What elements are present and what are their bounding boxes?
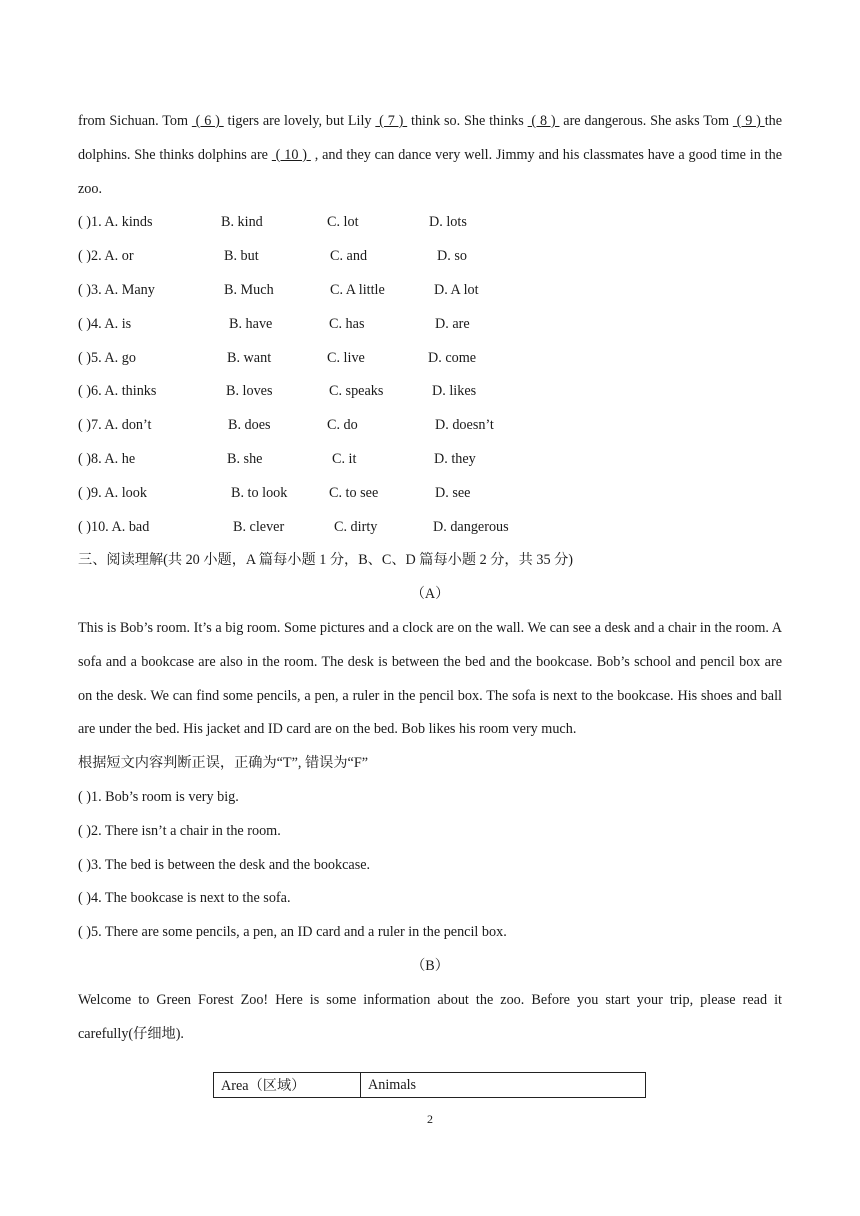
choice-option-a: ( )7. A. don’t <box>78 417 152 434</box>
choice-option-c: C. do <box>327 417 358 434</box>
choice-option-b: B. does <box>228 417 271 434</box>
choice-row <box>78 443 782 477</box>
blank-10: ( 10 ) <box>271 146 311 163</box>
statement-item: ( )4. The bookcase is next to the sofa. <box>78 890 291 907</box>
section-heading: 三、阅读理解(共 20 小题，A 篇每小题 1 分，B、C、D 篇每小题 2 分，共 35 分) <box>78 552 573 569</box>
statement-item: ( )2. There isn’t a chair in the room. <box>78 822 281 839</box>
choice-row <box>78 511 782 545</box>
choice-row <box>78 342 782 376</box>
choice-option-d: D. likes <box>432 383 477 400</box>
choice-option-a: ( )5. A. go <box>78 349 136 366</box>
passage-a-label: （A） <box>410 586 450 603</box>
choice-option-c: C. and <box>330 248 368 265</box>
choice-option-d: D. they <box>434 450 476 467</box>
choice-option-b: B. she <box>227 450 263 467</box>
passage-b-label: （B） <box>411 957 449 974</box>
choice-option-a: ( )9. A. look <box>78 484 147 501</box>
choice-option-c: C. live <box>327 349 365 366</box>
choice-row <box>78 240 782 274</box>
choice-option-d: D. A lot <box>434 281 479 298</box>
choice-option-d: D. dangerous <box>433 518 509 535</box>
cloze-text: think so. She thinks <box>407 113 528 129</box>
passage-a-instruction: 根据短文内容判断正误，正确为“T”, 错误为“F” <box>78 755 369 772</box>
choice-option-b: B. have <box>229 315 273 332</box>
choice-option-b: B. kind <box>221 214 263 231</box>
choice-option-c: C. has <box>329 315 365 332</box>
choice-option-a: ( )6. A. thinks <box>78 383 157 400</box>
choice-option-c: C. lot <box>327 214 359 231</box>
statement-item: ( )3. The bed is between the desk and the bookcase. <box>78 856 371 873</box>
choice-option-a: ( )4. A. is <box>78 315 132 332</box>
choice-option-d: D. are <box>435 315 470 332</box>
choice-option-b: B. but <box>224 248 259 265</box>
cloze-text: are dangerous. She asks Tom <box>559 113 733 129</box>
page-number: 2 <box>427 1112 433 1126</box>
choice-option-c: C. A little <box>330 281 385 298</box>
choice-option-b: B. Much <box>224 281 274 298</box>
cloze-text: from Sichuan. Tom <box>78 113 192 129</box>
choice-option-d: D. lots <box>429 214 467 231</box>
cloze-text: , and they can dance very well. Jimmy and his classmates have a good time in the zoo. <box>78 146 782 197</box>
passage-a-text: This is Bob’s room. It’s a big room. Some pictures and a clock are on the wall. We can see a desk and a chair in the room. A sofa and a bookcase are also in the room. The desk is between the bed and the bookcase. Bob’s school and pencil box are on the desk. We can find some pencils, a pen, a ruler in the pencil box. The sofa is next to the bookcase. His shoes and ball are under the bed. His jacket and ID card are on the bed. Bob likes his room very much. <box>78 619 782 738</box>
choice-row <box>78 409 782 443</box>
statement-list <box>78 781 782 950</box>
statement-item: ( )1. Bob’s room is very big. <box>78 788 239 805</box>
table-header-cell: Animals <box>361 1073 646 1098</box>
cloze-passage-end <box>78 105 782 206</box>
choice-option-b: B. want <box>227 349 272 366</box>
choice-row <box>78 375 782 409</box>
blank-9: ( 9 ) <box>732 113 765 129</box>
cloze-text: tigers are lovely, but Lily <box>223 113 376 129</box>
zoo-info-table <box>213 1072 646 1098</box>
page-content <box>78 105 782 1051</box>
choice-option-a: ( )3. A. Many <box>78 281 155 298</box>
statement-item: ( )5. There are some pencils, a pen, an ID card and a ruler in the pencil box. <box>78 924 507 941</box>
choice-option-a: ( )1. A. kinds <box>78 214 153 231</box>
choice-option-c: C. speaks <box>329 383 384 400</box>
choice-option-d: D. doesn’t <box>435 417 494 434</box>
choice-option-d: D. so <box>437 248 467 265</box>
cloze-text: the dolphins. She thinks dolphins are <box>78 113 783 163</box>
choice-option-c: C. it <box>332 450 357 467</box>
choice-option-c: C. dirty <box>334 518 378 535</box>
choice-option-a: ( )2. A. or <box>78 248 134 265</box>
choice-row <box>78 206 782 240</box>
choice-row <box>78 308 782 342</box>
choice-option-d: D. come <box>428 349 477 366</box>
choice-option-b: B. to look <box>231 484 288 501</box>
choice-option-c: C. to see <box>329 484 379 501</box>
table-header-cell: Area（区域） <box>214 1073 361 1098</box>
blank-7: ( 7 ) <box>375 113 408 129</box>
choice-option-a: ( )10. A. bad <box>78 518 150 535</box>
choice-row <box>78 477 782 511</box>
choice-option-a: ( )8. A. he <box>78 450 136 467</box>
blank-8: ( 8 ) <box>527 113 560 129</box>
passage-b-intro: Welcome to Green Forest Zoo! Here is some information about the zoo. Before you start your trip, please read it carefully(仔细地). <box>78 991 782 1042</box>
choice-row <box>78 274 782 308</box>
blank-6: ( 6 ) <box>191 113 224 129</box>
choice-option-d: D. see <box>435 484 471 501</box>
choice-option-b: B. loves <box>226 383 273 400</box>
choice-list <box>78 206 782 544</box>
choice-option-b: B. clever <box>233 518 285 535</box>
table-header-row <box>214 1073 646 1098</box>
